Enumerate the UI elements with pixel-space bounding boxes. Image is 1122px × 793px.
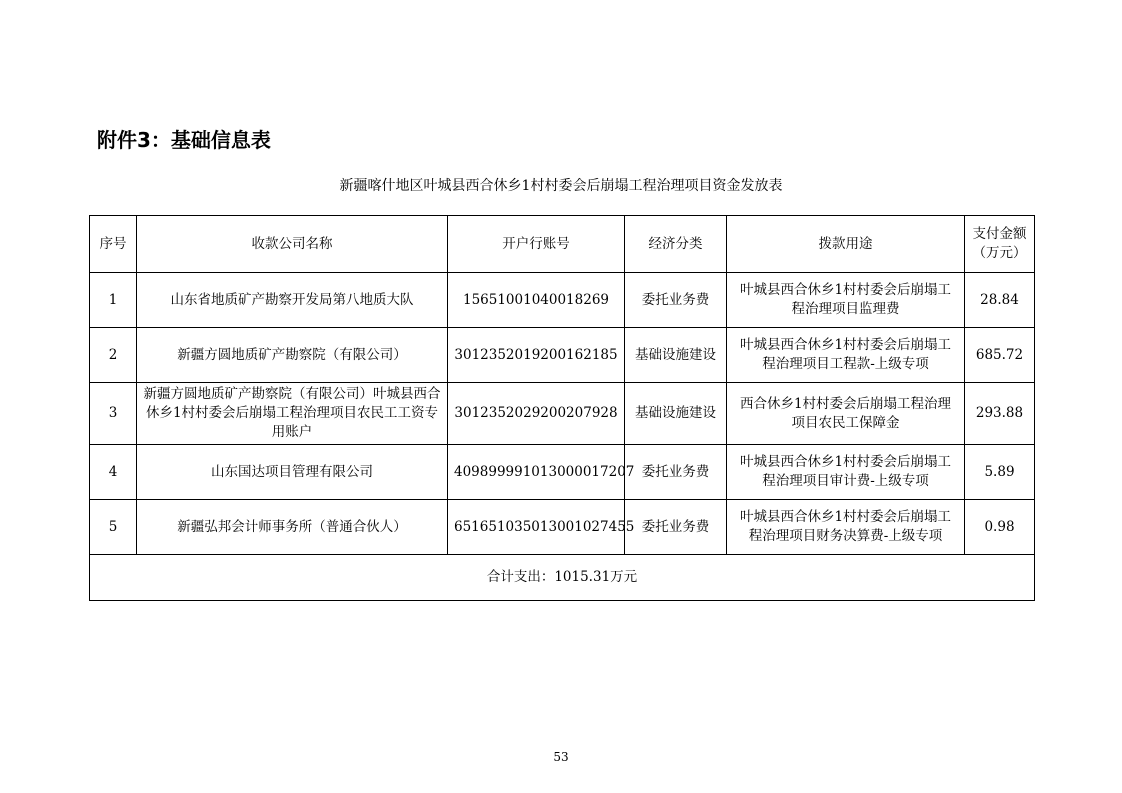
cell-amount: 293.88 — [965, 383, 1035, 445]
total-cell: 合计支出：1015.31万元 — [90, 555, 1035, 601]
cell-index: 1 — [90, 273, 137, 328]
cell-amount: 28.84 — [965, 273, 1035, 328]
cell-category: 基础设施建设 — [625, 328, 727, 383]
cell-account: 651651035013001027455 — [448, 500, 625, 555]
cell-purpose: 叶城县西合休乡1村村委会后崩塌工程治理项目审计费-上级专项 — [727, 445, 965, 500]
cell-index: 5 — [90, 500, 137, 555]
cell-company: 新疆方圆地质矿产勘察院（有限公司） — [137, 328, 448, 383]
table-caption: 新疆喀什地区叶城县西合休乡1村村委会后崩塌工程治理项目资金发放表 — [339, 178, 783, 194]
cell-amount: 685.72 — [965, 328, 1035, 383]
cell-purpose: 西合休乡1村村委会后崩塌工程治理项目农民工保障金 — [727, 383, 965, 445]
header-cell-amount: 支付金额（万元） — [965, 216, 1035, 273]
header-cell-company: 收款公司名称 — [137, 216, 448, 273]
cell-index: 2 — [90, 328, 137, 383]
cell-account: 409899991013000017207 — [448, 445, 625, 500]
table-row — [90, 273, 1035, 328]
cell-category: 基础设施建设 — [625, 383, 727, 445]
cell-company: 山东国达项目管理有限公司 — [137, 445, 448, 500]
header-cell-category: 经济分类 — [625, 216, 727, 273]
cell-account: 15651001040018269 — [448, 273, 625, 328]
cell-purpose: 叶城县西合休乡1村村委会后崩塌工程治理项目监理费 — [727, 273, 965, 328]
header-cell-purpose: 拨款用途 — [727, 216, 965, 273]
cell-amount: 5.89 — [965, 445, 1035, 500]
table-row — [90, 500, 1035, 555]
cell-index: 4 — [90, 445, 137, 500]
table-row — [90, 445, 1035, 500]
total-row — [90, 555, 1035, 601]
cell-purpose: 叶城县西合休乡1村村委会后崩塌工程治理项目财务决算费-上级专项 — [727, 500, 965, 555]
cell-account: 3012352019200162185 — [448, 328, 625, 383]
cell-category: 委托业务费 — [625, 445, 727, 500]
attachment-heading: 附件3：基础信息表 — [97, 128, 271, 152]
header-cell-index: 序号 — [90, 216, 137, 273]
cell-company: 新疆方圆地质矿产勘察院（有限公司）叶城县西合休乡1村村委会后崩塌工程治理项目农民工工资专用账户 — [137, 383, 448, 445]
cell-company: 新疆弘邦会计师事务所（普通合伙人） — [137, 500, 448, 555]
cell-purpose: 叶城县西合休乡1村村委会后崩塌工程治理项目工程款-上级专项 — [727, 328, 965, 383]
table-row — [90, 328, 1035, 383]
table-row — [90, 383, 1035, 445]
cell-account: 3012352029200207928 — [448, 383, 625, 445]
cell-index: 3 — [90, 383, 137, 445]
cell-category: 委托业务费 — [625, 273, 727, 328]
cell-amount: 0.98 — [965, 500, 1035, 555]
cell-category: 委托业务费 — [625, 500, 727, 555]
table-header-row — [90, 216, 1035, 273]
header-cell-account: 开户行账号 — [448, 216, 625, 273]
cell-company: 山东省地质矿产勘察开发局第八地质大队 — [137, 273, 448, 328]
fund-disbursement-table — [89, 215, 1035, 601]
page-number: 53 — [553, 750, 569, 764]
